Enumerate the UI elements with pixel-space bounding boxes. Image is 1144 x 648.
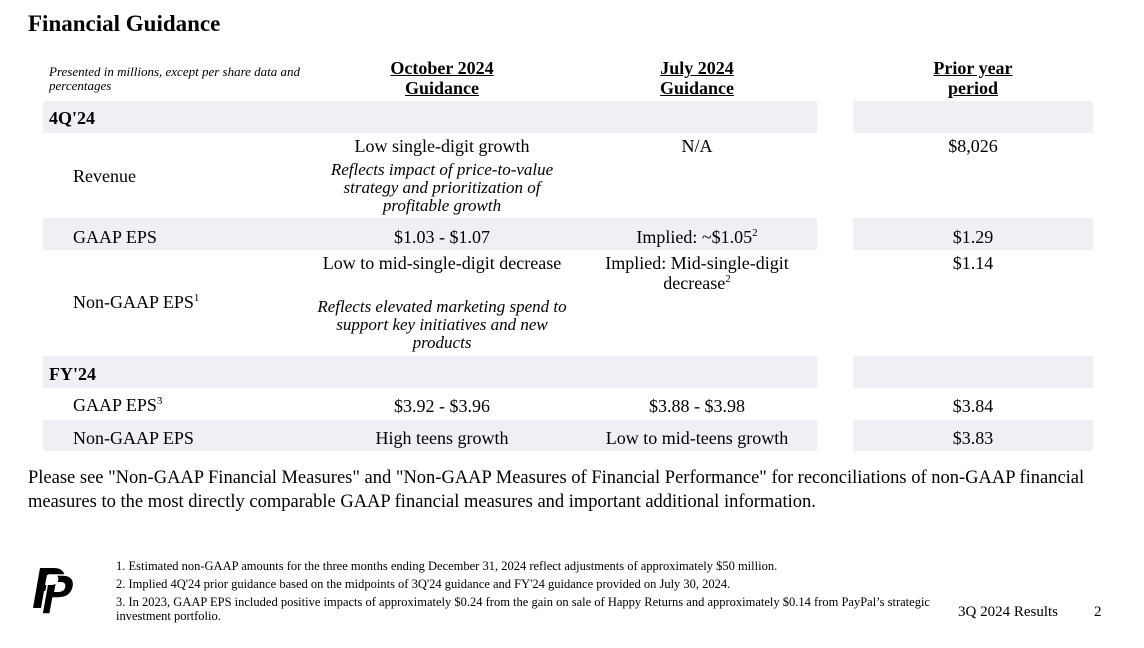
section-4q24: 4Q'24	[49, 108, 96, 128]
footnote-2: 2. Implied 4Q'24 prior guidance based on the midpoints of 3Q'24 guidance and FY'24 guidance provided on July 30, 2024.	[116, 577, 731, 591]
col-header-july-2024	[577, 58, 817, 98]
col-header-prior-year	[853, 58, 1093, 98]
footnote-1: 1. Estimated non-GAAP amounts for the three months ending December 31, 2024 reflect adjustments of approximately $50 million.	[116, 559, 778, 573]
section-fy24: FY'24	[49, 364, 96, 384]
row-label-gaap-eps-fy	[73, 395, 162, 415]
row-label-gaap-eps-q4: GAAP EPS	[73, 227, 157, 247]
nongaap-eps-q4-july-value: Implied: Mid-single-digit decrease	[605, 253, 789, 293]
page-title: Financial Guidance	[28, 11, 221, 36]
col-header-october-2024	[322, 58, 562, 98]
footer-page-number: 2	[1094, 604, 1102, 620]
col-header-prior-line2: period	[947, 78, 998, 98]
row-label-nongaap-eps-q4	[73, 292, 199, 312]
revenue-october-guidance: Low single-digit growth	[354, 136, 530, 156]
nongaap-eps-q4-july	[577, 253, 817, 293]
band-4q24-prior	[853, 101, 1093, 133]
gaap-eps-fy-july: $3.88 - $3.98	[649, 396, 745, 416]
footnote-ref-3: 3	[156, 395, 163, 407]
footnote-ref-2: 2	[752, 227, 758, 239]
revenue-october-note: Reflects impact of price-to-value strategy and prioritization of profitable growth	[330, 160, 554, 215]
nongaap-eps-fy-october: High teens growth	[375, 428, 509, 448]
footer-report-name: 3Q 2024 Results	[958, 604, 1059, 620]
band-4q24	[43, 101, 817, 133]
col-header-july-line2: Guidance	[659, 78, 734, 98]
nongaap-eps-q4-october: Low to mid-single-digit decrease	[322, 253, 562, 273]
nongaap-eps-fy-july: Low to mid-teens growth	[605, 428, 789, 448]
nongaap-eps-q4-october-note: Reflects elevated marketing spend to support key initiatives and new products	[317, 297, 567, 352]
paypal-logo-icon	[30, 566, 74, 621]
gaap-eps-fy-label-text: GAAP EPS	[73, 395, 157, 415]
gaap-eps-q4-july-value: Implied: ~$1.05	[636, 227, 753, 247]
gaap-eps-fy-prior: $3.84	[952, 396, 994, 416]
gaap-eps-fy-october: $3.92 - $3.96	[394, 396, 490, 416]
revenue-july-guidance: N/A	[681, 136, 713, 156]
units-note: Presented in millions, except per share data and percentages	[49, 64, 301, 93]
band-fy24-prior	[853, 356, 1093, 388]
band-fy24	[43, 356, 817, 388]
nongaap-eps-q4-prior: $1.14	[952, 253, 994, 273]
nongaap-eps-q4-label-text: Non-GAAP EPS	[73, 292, 194, 312]
nongaap-eps-fy-prior: $3.83	[952, 428, 994, 448]
row-label-nongaap-eps-fy: Non-GAAP EPS	[73, 428, 194, 448]
gaap-eps-q4-october: $1.03 - $1.07	[394, 227, 490, 247]
revenue-prior-year: $8,026	[948, 136, 998, 156]
gaap-eps-q4-prior: $1.29	[952, 227, 994, 247]
footnote-ref-2b: 2	[725, 273, 731, 285]
gaap-eps-q4-july	[577, 227, 817, 247]
col-header-prior-line1: Prior year	[933, 58, 1013, 78]
col-header-october-line2: Guidance	[404, 78, 479, 98]
footnote-3: 3. In 2023, GAAP EPS included positive impacts of approximately $0.24 from the gain on sale of Happy Returns and approximately $0.14 from PayPal’s strategic investment portfolio.	[116, 595, 930, 623]
col-header-october-line1: October 2024	[390, 58, 494, 78]
row-label-revenue: Revenue	[73, 166, 136, 186]
col-header-july-line1: July 2024	[660, 58, 734, 78]
footnote-ref-1: 1	[193, 292, 200, 304]
reconciliation-paragraph: Please see "Non-GAAP Financial Measures" and "Non-GAAP Measures of Financial Performance" for reconciliations of non-GAAP financial measures to the most directly comparable GAAP financial measures and important additional information.	[28, 468, 1085, 512]
